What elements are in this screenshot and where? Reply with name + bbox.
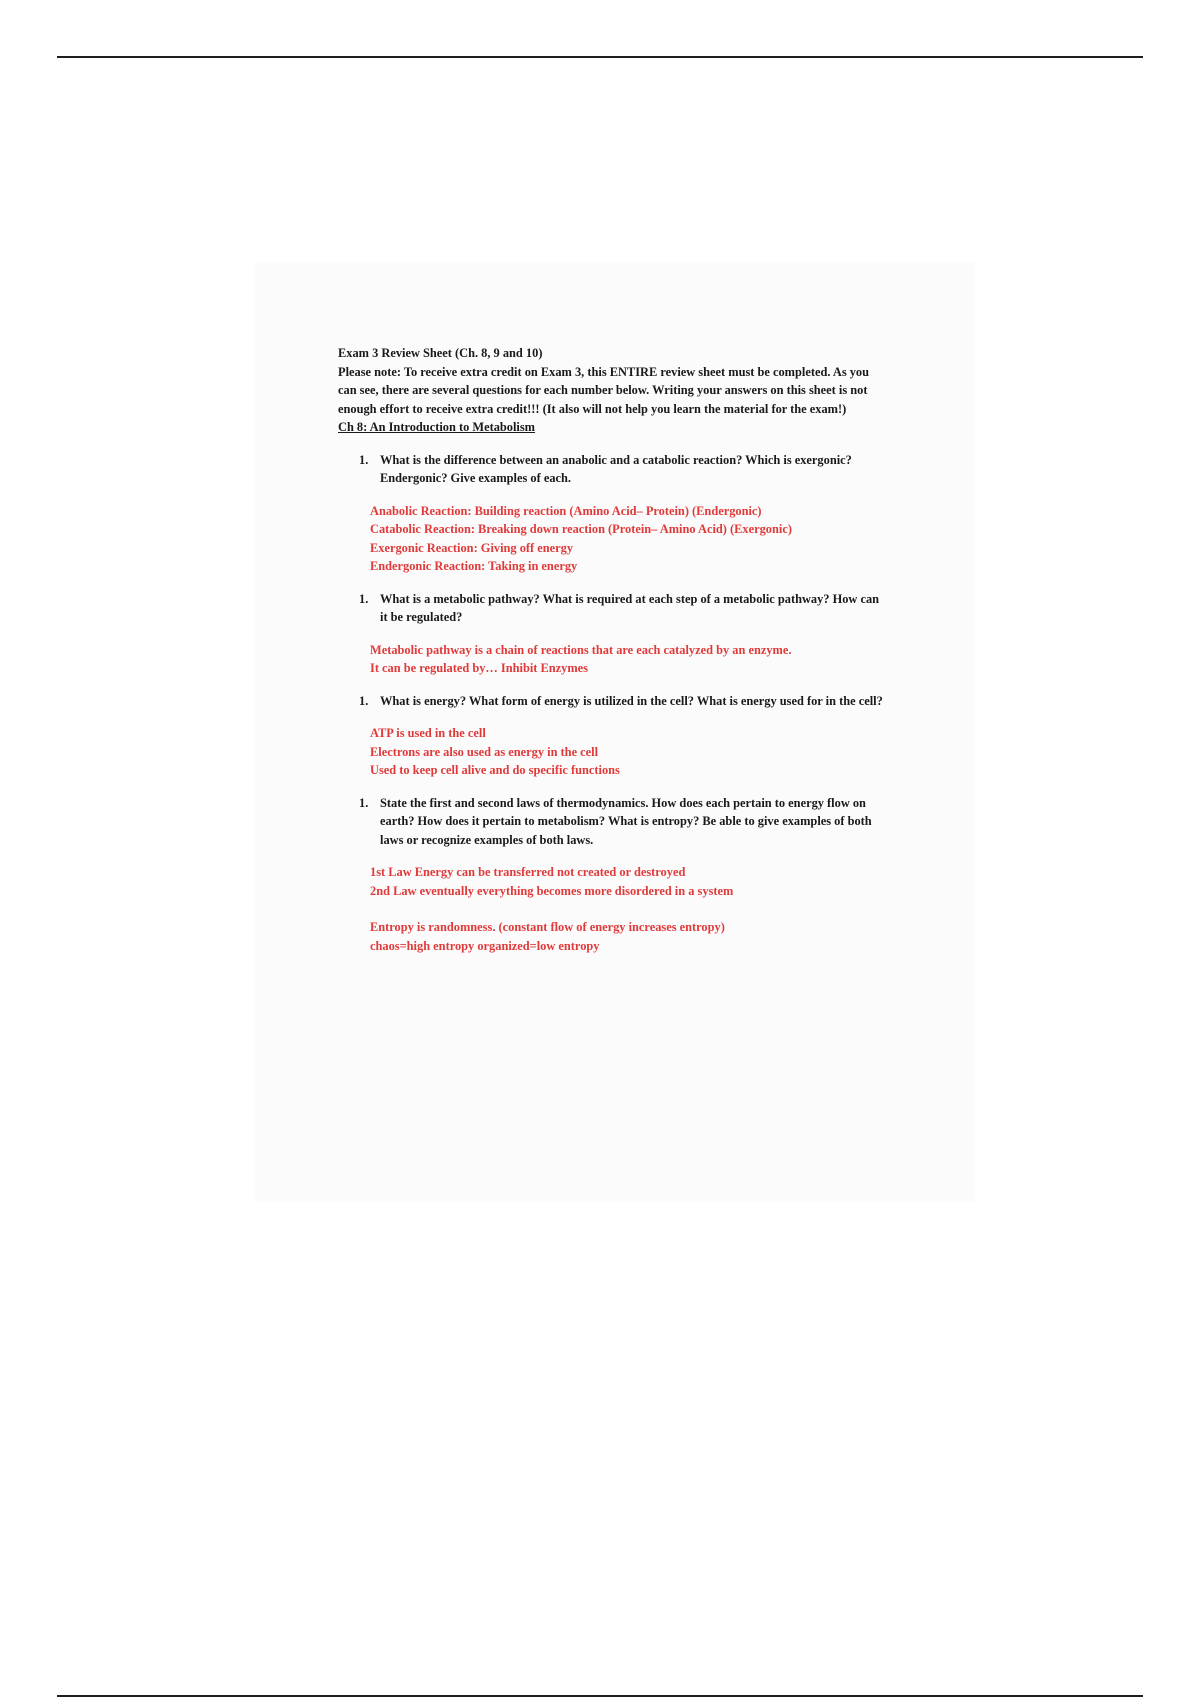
bottom-rule	[57, 1695, 1143, 1697]
extra-credit-note: Please note: To receive extra credit on Exam 3, this ENTIRE review sheet must be completed. As you can see, there are several questions for each number below. Writing your answers on this sheet is not enough effort to receive extra credit!!! (It also will not help you learn the material for the exam!)	[338, 364, 870, 416]
question-2	[338, 590, 883, 627]
question-number: 1.	[359, 452, 369, 467]
question-text: What is the difference between an anabolic and a catabolic reaction? Which is exergonic? Endergonic? Give examples of each.	[380, 452, 852, 485]
answer-line: ATP is used in the cell	[370, 726, 486, 740]
answer-line: 1st Law Energy can be transferred not created or destroyed	[370, 865, 686, 879]
question-text: What is a metabolic pathway? What is required at each step of a metabolic pathway? How can it be regulated?	[380, 591, 880, 624]
answer-line: Electrons are also used as energy in the cell	[370, 744, 599, 759]
question-number: 1.	[359, 795, 369, 810]
question-1	[338, 451, 883, 488]
chapter-heading: Ch 8: An Introduction to Metabolism	[338, 420, 536, 434]
sheet-title: Exam 3 Review Sheet (Ch. 8, 9 and 10)	[338, 346, 543, 360]
question-text: What is energy? What form of energy is utilized in the cell? What is energy used for in the cell?	[380, 693, 883, 708]
question-4	[338, 794, 883, 850]
answer-spacer	[370, 900, 883, 918]
answer-line: Endergonic Reaction: Taking in energy	[370, 559, 578, 573]
top-rule	[57, 56, 1143, 58]
question-text: State the first and second laws of thermodynamics. How does each pertain to energy flow on earth? How does it pertain to metabolism? What is entropy? Be able to give examples of both laws or recognize examples of both laws.	[380, 795, 872, 847]
answer-line: 2nd Law eventually everything becomes more disordered in a system	[370, 883, 734, 898]
answer-line: Catabolic Reaction: Breaking down reaction (Protein– Amino Acid) (Exergonic)	[370, 522, 792, 536]
answer-line: Used to keep cell alive and do specific functions	[370, 763, 620, 777]
answer-line: Anabolic Reaction: Building reaction (Amino Acid– Protein) (Endergonic)	[370, 503, 762, 518]
question-3	[338, 692, 883, 711]
answer-block-4	[338, 863, 883, 955]
answer-line: chaos=high entropy organized=low entropy	[370, 938, 600, 953]
answer-block-3	[338, 724, 883, 780]
answer-block-1	[338, 502, 883, 576]
answer-line: Metabolic pathway is a chain of reactions that are each catalyzed by an enzyme.	[370, 642, 792, 657]
answer-line: It can be regulated by… Inhibit Enzymes	[370, 661, 589, 675]
answer-line: Exergonic Reaction: Giving off energy	[370, 540, 574, 555]
question-number: 1.	[359, 591, 369, 606]
review-sheet	[338, 344, 883, 955]
answer-line: Entropy is randomness. (constant flow of energy increases entropy)	[370, 920, 725, 934]
answer-block-2	[338, 641, 883, 678]
question-number: 1.	[359, 693, 369, 708]
